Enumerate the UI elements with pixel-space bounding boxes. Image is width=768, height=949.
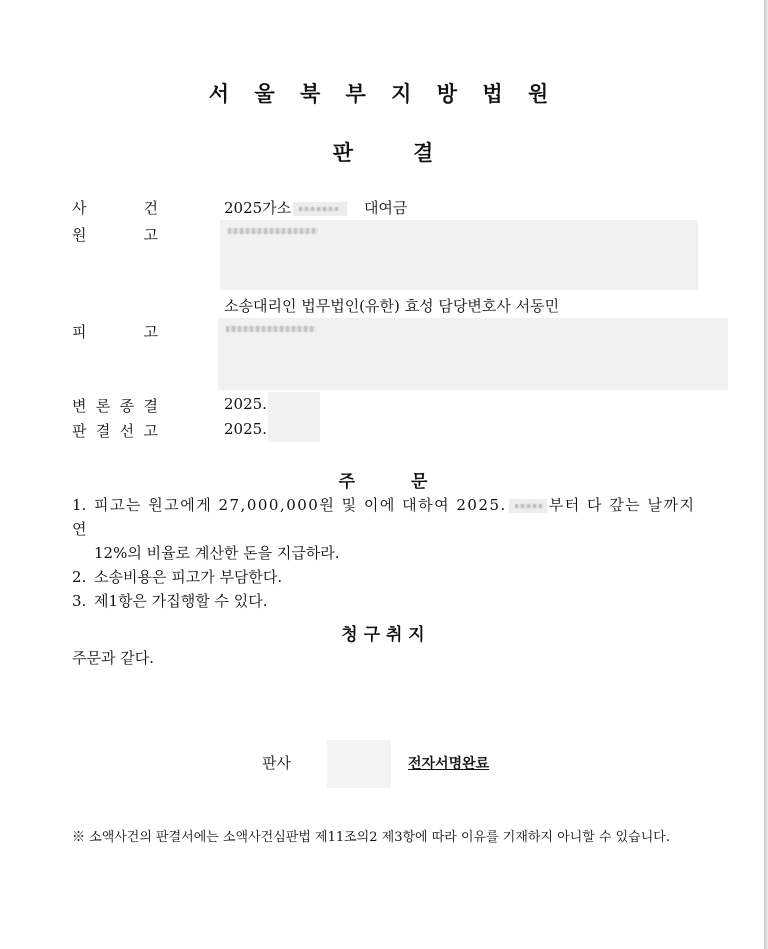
sentence-date: 2025. <box>224 420 267 438</box>
redacted-judge-name <box>327 740 391 788</box>
closing-label: 변 론 종 결 <box>72 397 158 415</box>
case-label: 사 건 <box>72 199 158 217</box>
sentence-label: 판 결 선 고 <box>72 422 158 440</box>
case-name: 대여금 <box>363 199 408 217</box>
closing-date: 2025. <box>224 395 267 413</box>
defendant-label: 피 고 <box>72 323 158 341</box>
order-item-3: 3. 제1항은 가집행할 수 있다. <box>72 592 268 610</box>
redacted-case-number <box>293 202 347 216</box>
redacted-plaintiff-info <box>220 220 698 290</box>
order-item-1-continued: 12%의 비율로 계산한 돈을 지급하라. <box>94 544 340 562</box>
judge-label: 판사 <box>262 754 291 772</box>
claim-heading: 청 구 취 지 <box>341 625 425 645</box>
main-order-list <box>72 493 696 613</box>
case-number <box>224 197 407 218</box>
redacted-date <box>509 499 547 513</box>
redacted-defendant-info <box>218 318 728 390</box>
main-order-heading: 주 문 <box>338 472 428 492</box>
order-item-1: 1. 피고는 원고에게 27,000,000원 및 이에 대하여 2025. 부터 다 갚는 날까지 연 <box>72 496 696 538</box>
doc-title-char-1: 판 <box>332 141 353 165</box>
legal-agent: 소송대리인 법무법인(유한) 효성 담당변호사 서동민 <box>224 297 560 315</box>
plaintiff-label: 원 고 <box>72 226 158 244</box>
order-item-2: 2. 소송비용은 피고가 부담한다. <box>72 568 283 586</box>
document-title <box>0 137 766 167</box>
electronic-signature-status: 전자서명완료 <box>408 756 490 772</box>
footnote: ※ 소액사건의 판결서에는 소액사건심판법 제11조의2 제3항에 따라 이유를 기재하지 아니할 수 있습니다. <box>72 830 670 845</box>
case-number-prefix: 2025가소 <box>224 199 292 217</box>
redacted-dates <box>268 392 320 442</box>
doc-title-char-2: 결 <box>413 141 434 165</box>
claim-text: 주문과 같다. <box>72 649 154 667</box>
court-name: 서 울 북 부 지 방 법 원 <box>208 82 558 106</box>
